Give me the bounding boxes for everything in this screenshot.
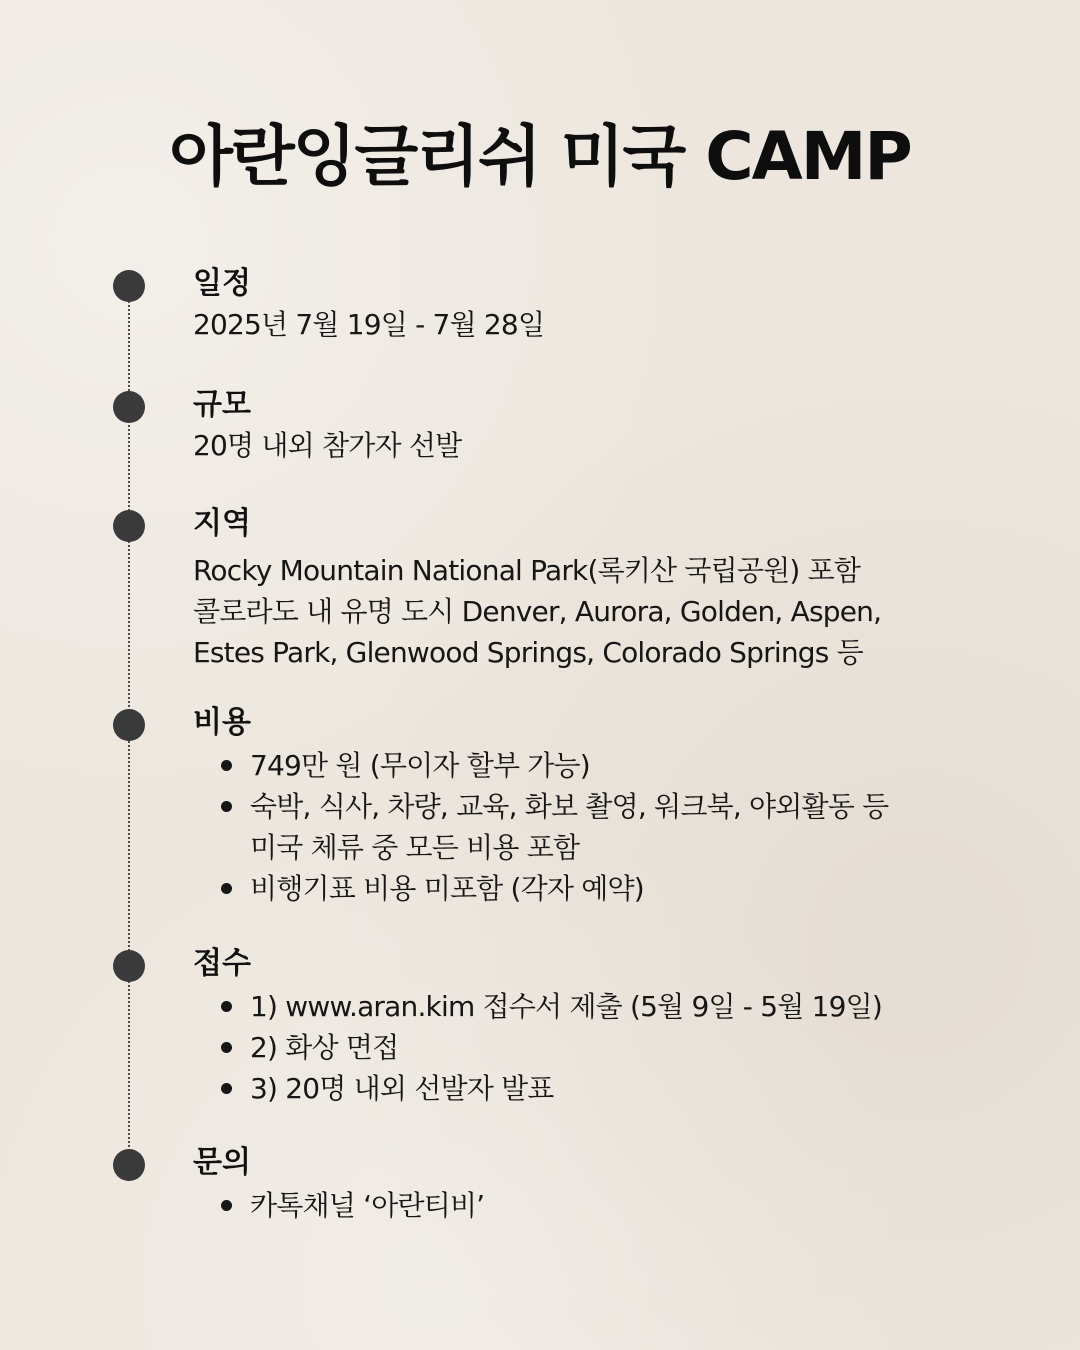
scale-text: 20명 내외 참가자 선발 [193,429,462,462]
timeline-dot-region [113,510,145,542]
list-item-text: 3) 20명 내외 선발자 발표 [250,1072,554,1105]
section-inquiry [193,1143,1013,1226]
section-heading-cost: 비용 [193,705,251,740]
list-item-text: 비행기표 비용 미포함 (각자 예약) [250,872,644,905]
section-heading-application: 접수 [193,946,251,981]
timeline-dot-scale [113,391,145,423]
timeline-dot-inquiry [113,1149,145,1181]
list-item [193,745,1013,786]
cost-list [193,745,1013,909]
region-line: Rocky Mountain National Park(록키산 국립공원) 포함 [193,554,861,587]
bullet-icon [221,1042,232,1053]
list-item [193,1068,1013,1109]
timeline-dot-schedule [113,270,145,302]
application-list [193,986,1013,1109]
section-cost [193,703,1013,909]
list-item-text: 카톡채널 ‘아란티비’ [250,1189,485,1222]
list-item [193,868,1013,909]
list-item [193,986,1013,1027]
timeline-dot-cost [113,709,145,741]
timeline-dot-application [113,950,145,982]
region-line: Estes Park, Glenwood Springs, Colorado Springs 등 [193,636,863,669]
schedule-dates: 2025년 7월 19일 - 7월 28일 [193,308,545,341]
bullet-icon [221,801,232,812]
page-title: 아란잉글리쉬 미국 CAMP [169,118,911,195]
bullet-icon [221,1001,232,1012]
inquiry-list [193,1185,1013,1226]
list-item [193,1185,1013,1226]
bullet-icon [221,760,232,771]
region-line: 콜로라도 내 유명 도시 Denver, Aurora, Golden, Aspen, [193,595,882,628]
list-item-text: 1) www.aran.kim 접수서 제출 (5월 9일 - 5월 19일) [250,990,882,1023]
section-heading-inquiry: 문의 [193,1145,251,1180]
section-region [193,504,1013,673]
bullet-icon [221,883,232,894]
section-heading-region: 지역 [193,506,251,541]
section-heading-scale: 규모 [193,387,251,422]
list-item-text: 숙박, 식사, 차량, 교육, 화보 촬영, 워크북, 야외활동 등 [250,790,889,823]
section-schedule [193,264,1013,345]
bullet-icon [221,1200,232,1211]
section-application [193,944,1013,1109]
section-heading-schedule: 일정 [193,266,251,301]
bullet-icon [221,1083,232,1094]
list-item [193,1027,1013,1068]
section-scale [193,385,1013,466]
list-item-text: 2) 화상 면접 [250,1031,399,1064]
list-item [193,786,1013,868]
list-item-text-continued: 미국 체류 중 모든 비용 포함 [250,831,580,864]
list-item-text: 749만 원 (무이자 할부 가능) [250,749,590,782]
